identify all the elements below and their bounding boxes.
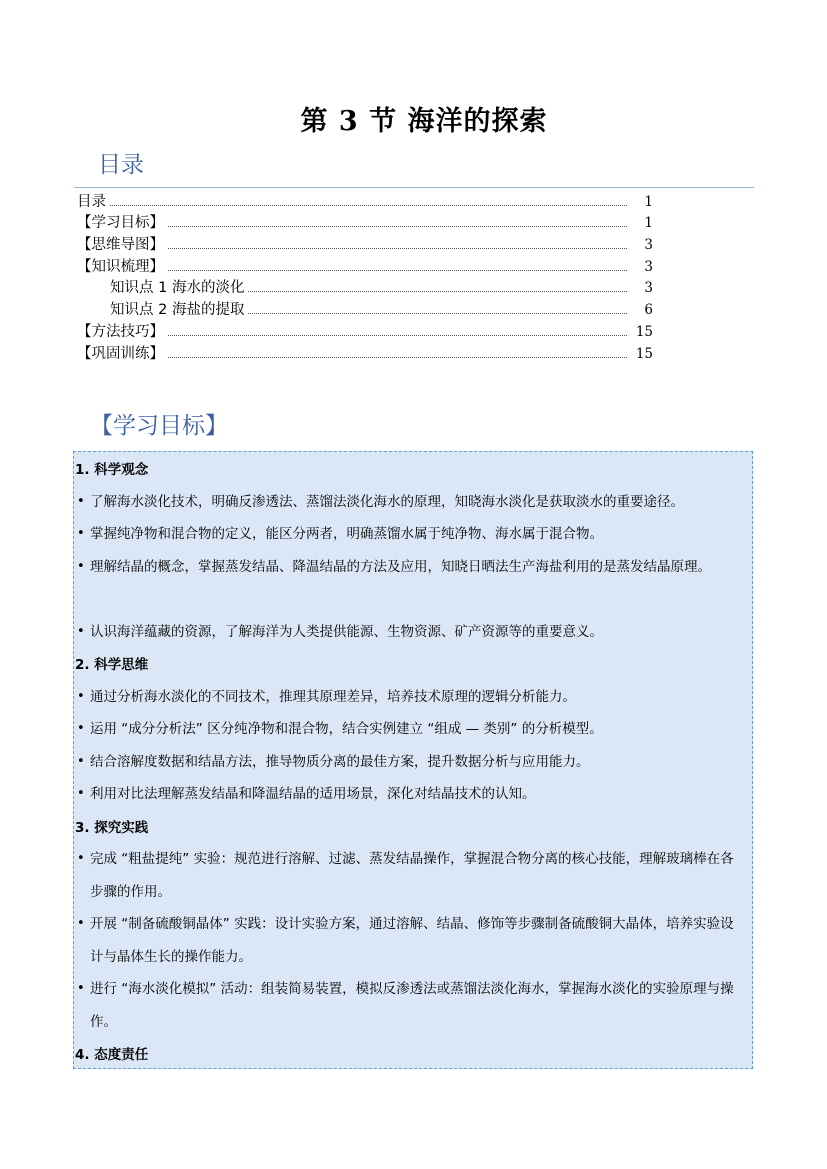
toc-entry-page: 3 <box>644 280 653 297</box>
objective-text: 认识海洋蕴藏的资源，了解海洋为人类提供能源、生物资源、矿产资源等的重要意义。 <box>90 624 603 640</box>
toc-subentry[interactable] <box>77 298 653 320</box>
objective-text: 通过分析海水淡化的不同技术，推理其原理差异，培养技术原理的逻辑分析能力。 <box>90 689 576 705</box>
objectives-box <box>73 451 753 1069</box>
toc-leader <box>168 334 627 336</box>
toc-entry-text: 【学习目标】 <box>77 215 164 232</box>
toc-entry-page: 15 <box>635 345 653 362</box>
toc-entry[interactable] <box>77 342 653 364</box>
objective-text: 结合溶解度数据和结晶方法，推导物质分离的最佳方案，提升数据分析与应用能力。 <box>90 754 590 770</box>
objective-item <box>77 551 745 584</box>
toc-divider <box>74 187 754 188</box>
toc-leader <box>248 312 627 314</box>
category-heading: 3. 探究实践 <box>75 820 149 836</box>
toc-entry-page: 15 <box>635 323 653 340</box>
toc-entry-page: 1 <box>644 215 653 232</box>
toc-leader <box>168 356 627 358</box>
objective-item <box>77 973 745 1038</box>
bullet-icon: • <box>77 851 85 866</box>
bullet-icon: • <box>77 754 85 769</box>
bullet-icon: • <box>77 721 85 736</box>
objective-item <box>77 616 745 649</box>
toc-entry[interactable] <box>77 233 653 255</box>
toc-leader <box>168 225 627 227</box>
toc-entry-text: 知识点 1 海水的淡化 <box>110 280 245 297</box>
objective-item <box>77 681 745 714</box>
objectives-heading: 【学习目标】 <box>90 413 228 439</box>
category-heading: 2. 科学思维 <box>75 657 149 673</box>
toc-leader <box>168 269 627 271</box>
toc-entry[interactable] <box>77 190 653 212</box>
bullet-icon: • <box>77 526 85 541</box>
objective-item <box>77 778 745 811</box>
bullet-icon: • <box>77 689 85 704</box>
objective-item <box>77 746 745 779</box>
toc-entry-text: 【思维导图】 <box>77 237 164 254</box>
bullet-icon: • <box>77 494 85 509</box>
toc-entry-text: 知识点 2 海盐的提取 <box>110 302 245 319</box>
objective-text: 了解海水淡化技术，明确反渗透法、蒸馏法淡化海水的原理，知晓海水淡化是获取淡水的重要途径。 <box>90 494 684 510</box>
objective-text: 掌握纯净物和混合物的定义，能区分两者，明确蒸馏水属于纯净物、海水属于混合物。 <box>90 526 603 542</box>
toc-entry-text: 【方法技巧】 <box>77 323 164 340</box>
category-heading: 1. 科学观念 <box>75 462 149 478</box>
bullet-icon: • <box>77 559 85 574</box>
toc-entry-page: 3 <box>644 237 653 254</box>
toc-entry[interactable] <box>77 255 653 277</box>
bullet-icon: • <box>77 981 85 996</box>
toc-leader <box>248 290 627 292</box>
toc-entry-page: 3 <box>644 258 653 275</box>
toc-entry[interactable] <box>77 320 653 342</box>
toc-entry-page: 1 <box>644 193 653 210</box>
objective-text: 完成 “粗盐提纯” 实验：规范进行溶解、过滤、蒸发结晶操作，掌握混合物分离的核心技能，理解玻璃棒在各步骤的作用。 <box>90 851 734 900</box>
toc-leader <box>168 247 627 249</box>
objective-text: 运用 “成分分析法” 区分纯净物和混合物，结合实例建立 “组成 — 类别” 的分析模型。 <box>90 721 603 737</box>
page-title: 第 3 节 海洋的探索 <box>300 106 548 137</box>
toc-entry[interactable] <box>77 212 653 234</box>
objective-item <box>77 486 745 519</box>
objective-item <box>77 713 745 746</box>
toc-entry-page: 6 <box>644 302 653 319</box>
toc-entry-text: 【巩固训练】 <box>77 345 164 362</box>
objective-item <box>77 908 745 973</box>
table-of-contents <box>77 190 653 364</box>
bullet-icon: • <box>77 786 85 801</box>
objective-text: 开展 “制备硫酸铜晶体” 实践：设计实验方案，通过溶解、结晶、修饰等步骤制备硫酸铜大晶体，培养实验设计与晶体生长的操作能力。 <box>90 916 734 965</box>
toc-heading: 目录 <box>98 152 144 178</box>
toc-entry-text: 【知识梳理】 <box>77 258 164 275</box>
objective-item <box>77 843 745 908</box>
toc-subentry[interactable] <box>77 277 653 299</box>
toc-leader <box>110 204 627 206</box>
objective-text: 利用对比法理解蒸发结晶和降温结晶的适用场景，深化对结晶技术的认知。 <box>90 786 536 802</box>
objective-text: 进行 “海水淡化模拟” 活动：组装简易装置，模拟反渗透法或蒸馏法淡化海水，掌握海水淡化的实验原理与操作。 <box>90 981 734 1030</box>
category-heading: 4. 态度责任 <box>75 1047 149 1063</box>
toc-entry-text: 目录 <box>77 193 106 210</box>
bullet-icon: • <box>77 624 85 639</box>
objective-text: 理解结晶的概念，掌握蒸发结晶、降温结晶的方法及应用，知晓日晒法生产海盐利用的是蒸发结晶原理。 <box>90 559 711 575</box>
objective-item <box>77 518 745 551</box>
bullet-icon: • <box>77 916 85 931</box>
